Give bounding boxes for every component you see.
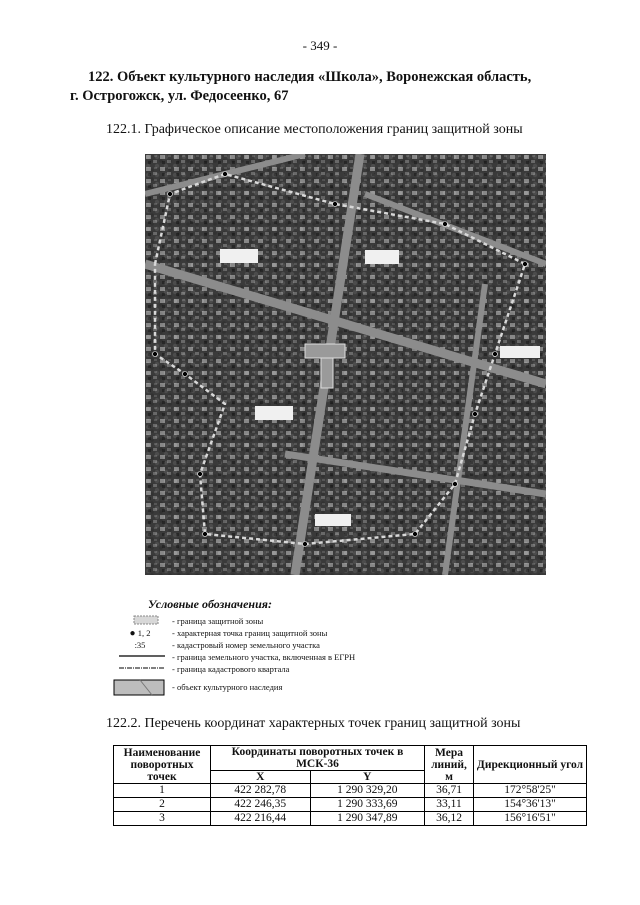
legend-title: Условные обозначения: <box>148 597 272 611</box>
coordinates-table <box>113 745 587 826</box>
page-number: - 349 - <box>302 38 338 53</box>
legend-item-cadastre-number: :35 - кадастровый номер земельного участка <box>134 640 320 650</box>
table-row: 1 422 282,78 1 290 329,20 36,71 172°58'25" <box>114 784 587 798</box>
legend-item-zone-boundary: - граница защитной зоны <box>112 615 472 627</box>
document-heading <box>70 68 588 106</box>
header-point-name: Наименование поворотных точек <box>114 746 211 784</box>
aerial-map <box>145 154 546 575</box>
section-1-title: 122.1. Графическое описание местоположения границ защитной зоны <box>106 122 523 137</box>
heading-line-1: 122. Объект культурного наследия «Школа», Воронежская область, <box>88 69 532 85</box>
header-angle: Дирекционный угол <box>474 746 587 784</box>
header-measure: Мера линий, м <box>425 746 474 784</box>
header-y: Y <box>310 771 424 784</box>
legend-item-point: ● 1, 2 - характерная точка границ защитной зоны <box>129 628 328 639</box>
header-x: X <box>211 771 311 784</box>
legend-item-cadastre-quarter: - граница кадастрового квартала <box>172 664 290 674</box>
table-row: 3 422 216,44 1 290 347,89 36,12 156°16'51" <box>114 812 587 826</box>
table-row: 2 422 246,35 1 290 333,69 33,11 154°36'13" <box>114 798 587 812</box>
legend-item-land-plot: - граница земельного участка, включенная в ЕГРН <box>172 652 356 662</box>
section-2-title: 122.2. Перечень координат характерных точек границ защитной зоны <box>106 716 521 731</box>
heading-line-2: г. Острогожск, ул. Федосеенко, 67 <box>70 88 289 104</box>
map-legend <box>112 597 472 699</box>
header-coordinates: Координаты поворотных точек в МСК-36 <box>211 746 425 771</box>
legend-item-heritage: - объект культурного наследия <box>112 675 472 699</box>
